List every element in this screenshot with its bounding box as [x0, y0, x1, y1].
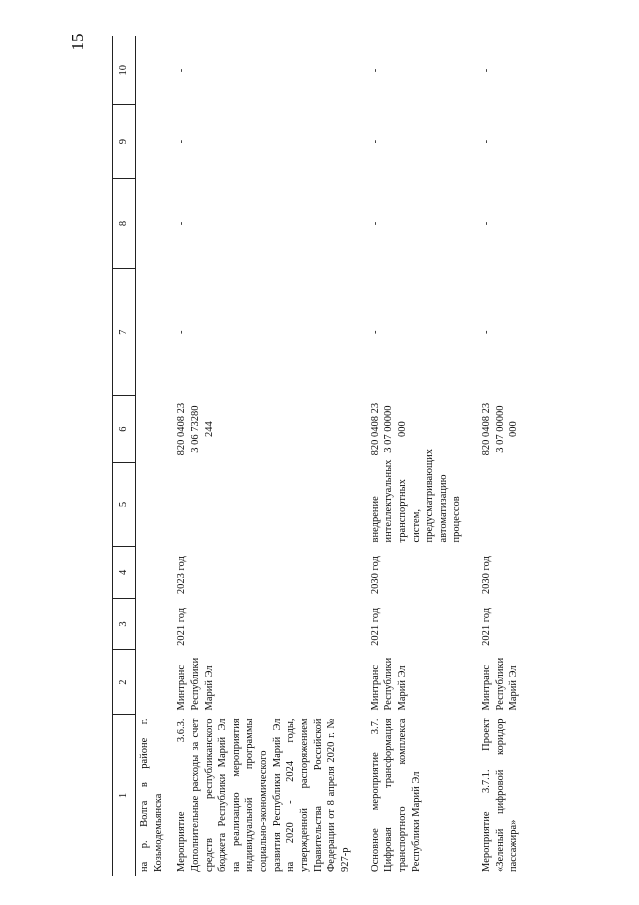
result: [173, 462, 358, 546]
value-col-8: -: [481, 221, 493, 226]
col-header-3: 3: [113, 598, 136, 650]
value-col-9: -: [369, 139, 381, 144]
col-header-2: 2: [113, 650, 136, 715]
measure-name: Мероприятие 3.7.1. Проект «Зеленый цифровой коридор пассажира»: [481, 718, 520, 872]
value-col-8: -: [176, 221, 188, 226]
measure-name: Мероприятие 3.6.3. Дополнительные расходы за счет средств республиканского бюджета Республики Марий Эл на реализацию мероприятия индивидуальной программы социально-экономического развития Республики Марий Эл на 2020 - 2024 годы, утвержденной распоряжением Правительства Российской Федерации от 8 апреля 2020 г. № 927-р: [176, 718, 351, 872]
value-col-10: -: [481, 68, 493, 73]
executor: Минтранс Республики Марий Эл: [369, 657, 408, 711]
measure-name: Основное мероприятие 3.7. Цифровая трансформация транспортного комплекса Республики Марий Эл: [369, 718, 422, 872]
value-col-9: -: [176, 139, 188, 144]
start-year: 2021 год: [369, 607, 381, 646]
executor: Минтранс Республики Марий Эл: [176, 657, 215, 711]
end-year: 2030 год: [481, 556, 493, 595]
budget-code: 820 0408 23 3 07 00000 000: [369, 402, 408, 456]
value-col-7: -: [369, 330, 381, 334]
result: [470, 462, 527, 546]
program-table: [112, 36, 527, 876]
executor: Минтранс Республики Марий Эл: [481, 657, 520, 711]
col-header-8: 8: [113, 178, 136, 268]
value-col-10: -: [369, 68, 381, 73]
value-col-7: -: [176, 330, 188, 334]
continuation-row: [136, 36, 174, 876]
result: внедрение интеллектуальных транспортных систем, предусматривающих автоматизацию процессов: [369, 449, 463, 543]
col-header-4: 4: [113, 546, 136, 598]
col-header-6: 6: [113, 396, 136, 463]
start-year: 2021 год: [481, 607, 493, 646]
table-row: [359, 36, 470, 876]
value-col-9: -: [481, 139, 493, 144]
table-row: [470, 36, 527, 876]
rotated-table-container: [112, 36, 532, 876]
col-header-7: 7: [113, 269, 136, 396]
page-number: 15: [68, 33, 87, 51]
start-year: 2021 год: [176, 607, 188, 646]
header-row: [113, 36, 136, 876]
col-header-9: 9: [113, 105, 136, 178]
col-header-5: 5: [113, 462, 136, 546]
end-year: 2023 год: [176, 556, 188, 595]
budget-code: 820 0408 23 3 07 00000 000: [481, 402, 520, 456]
col-header-1: 1: [113, 714, 136, 876]
continuation-text: на р. Волга в районе г. Козьмодемьянска: [139, 718, 164, 872]
col-header-10: 10: [113, 36, 136, 105]
end-year: 2030 год: [369, 556, 381, 595]
budget-code: 820 0408 23 3 06 73280 244: [176, 402, 215, 456]
value-col-8: -: [369, 221, 381, 226]
table-row: [173, 36, 358, 876]
value-col-7: -: [481, 330, 493, 334]
value-col-10: -: [176, 68, 188, 73]
